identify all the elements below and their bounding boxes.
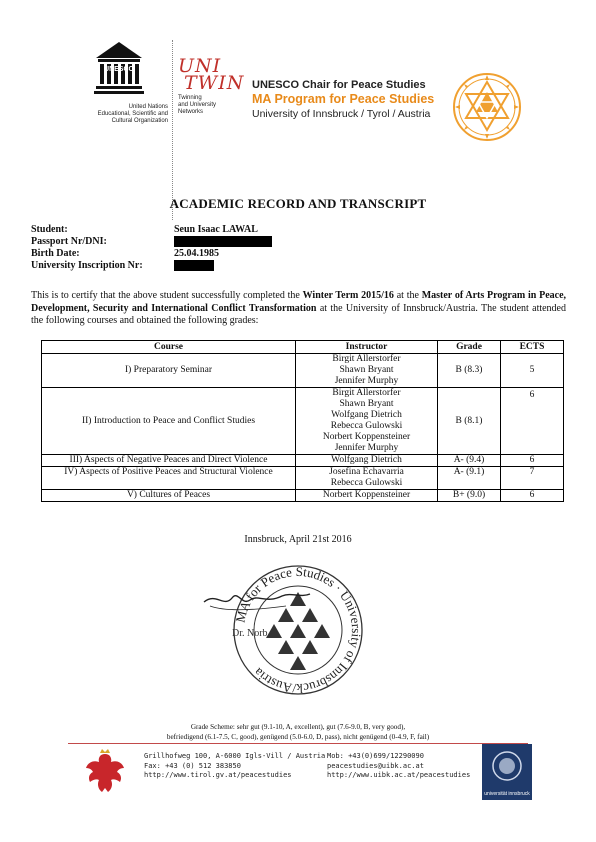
program-name: Master of Arts Program in Peace, Development, Security and International Conflict Transformation: [31, 290, 567, 314]
grade-cell: B (8.1): [438, 388, 501, 455]
document-title: ACADEMIC RECORD AND TRANSCRIPT: [169, 196, 427, 211]
table-row: [42, 490, 564, 502]
instructor-cell: Birgit Allerstorfer Shawn Bryant Jennifer Murphy: [296, 354, 438, 388]
grade-cell: A- (9.1): [438, 467, 501, 490]
header-ects: ECTS: [501, 341, 564, 354]
footer-address: Grillhofweg 100, A-6000 Igls-Vill / Austria Fax: +43 (0) 512 383850 http://www.tirol.gv.at/peacestudies: [144, 752, 326, 779]
svg-text:MA for Peace Studies · Univers: MA for Peace Studies · University of Innsbruck/Austria: [232, 563, 365, 697]
instructor-cell: Birgit Allerstorfer Shawn Bryant Wolfgang Dietrich Rebecca Gulowski Norbert Koppensteiner Jennifer Murphy: [296, 388, 438, 455]
table-row: [42, 354, 564, 388]
table-row: [42, 467, 564, 490]
ects-cell: 6: [501, 388, 564, 455]
ects-cell: 7: [501, 467, 564, 490]
svg-text:UNESCO: UNESCO: [104, 66, 134, 73]
unitwin-word-2: TWIN: [184, 72, 245, 94]
unitwin-caption: Twinning and University Networks: [178, 95, 217, 115]
unesco-caption: United Nations Educational, Scientific and Cultural Organization: [97, 104, 168, 124]
ects-cell: 5: [501, 354, 564, 388]
grade-scheme: Grade Scheme: sehr gut (9.1-10, A, excellent), gut (7.6-9.0, B, very good), befriedigend (6.1-7.5, C, good), genügend (5.0-6.0, D, pass), nicht genügend (0-4.9, F, fail): [166, 723, 430, 741]
uibk-label: universität innsbruck: [484, 791, 530, 797]
place-date: Innsbruck, April 21st 2016: [244, 534, 352, 545]
footer-contact: Mob: +43(0)699/12290090 peacestudies@uibk.ac.at http://www.uibk.ac.at/peacestudies: [327, 752, 471, 779]
unitwin-logo: [178, 55, 248, 138]
course-cell: II) Introduction to Peace and Conflict Studies: [42, 388, 296, 455]
header-instructor: Instructor: [296, 341, 438, 354]
table-row: [42, 388, 564, 455]
course-cell: III) Aspects of Negative Peaces and Direct Violence: [42, 455, 296, 467]
unesco-logo: [64, 40, 170, 140]
ects-cell: 6: [501, 455, 564, 467]
signature-icon: [196, 572, 316, 622]
signatory-name: Dr. Norb: [232, 628, 268, 639]
table-header-row: [42, 341, 564, 354]
grade-cell: A- (9.4): [438, 455, 501, 467]
term: Winter Term 2015/16: [302, 290, 394, 301]
university-line: University of Innsbruck / Tyrol / Austria: [252, 108, 431, 120]
program-title: MA Program for Peace Studies: [252, 92, 435, 106]
course-cell: V) Cultures of Peaces: [42, 490, 296, 502]
footer-divider: [68, 743, 528, 744]
course-cell: IV) Aspects of Positive Peaces and Structural Violence: [42, 467, 296, 490]
chair-title: UNESCO Chair for Peace Studies: [252, 79, 426, 91]
table-row: [42, 455, 564, 467]
birth-date-label: Birth Date:: [31, 248, 80, 259]
mandala-logo-icon: [452, 72, 522, 142]
chair-block: [252, 78, 442, 121]
grades-table: [41, 340, 564, 502]
header-grade: Grade: [438, 341, 501, 354]
certification-paragraph: This is to certify that the above student successfully completed the Winter Term 2015/16 at the Master of Arts Program in Peace, Development, Security and International Conflict Transformation at the University of Innsbruck/Austria. The student attended the following courses and obtained the following grades:: [31, 290, 567, 327]
student-label: Student:: [31, 224, 68, 235]
inscription-label: University Inscription Nr:: [31, 260, 143, 271]
header-course: Course: [42, 341, 296, 354]
birth-date: 25.04.1985: [174, 248, 219, 259]
grade-cell: B (8.3): [438, 354, 501, 388]
grade-cell: B+ (9.0): [438, 490, 501, 502]
passport-label: Passport Nr/DNI:: [31, 236, 107, 247]
unitwin-word-1: UNI: [178, 55, 222, 77]
student-info: [31, 224, 272, 272]
ects-cell: 6: [501, 490, 564, 502]
student-name: Seun Isaac LAWAL: [174, 224, 258, 235]
university-innsbruck-logo: [482, 744, 532, 800]
unesco-temple-icon: [94, 40, 144, 100]
passport-redaction: [174, 236, 272, 247]
tirol-eagle-icon: [84, 748, 126, 796]
header-separator: [172, 40, 173, 220]
instructor-cell: Norbert Koppensteiner: [296, 490, 438, 502]
instructor-cell: Wolfgang Dietrich: [296, 455, 438, 467]
inscription-redaction: [174, 260, 214, 271]
instructor-cell: Josefina Echavarria Rebecca Gulowski: [296, 467, 438, 490]
course-cell: I) Preparatory Seminar: [42, 354, 296, 388]
